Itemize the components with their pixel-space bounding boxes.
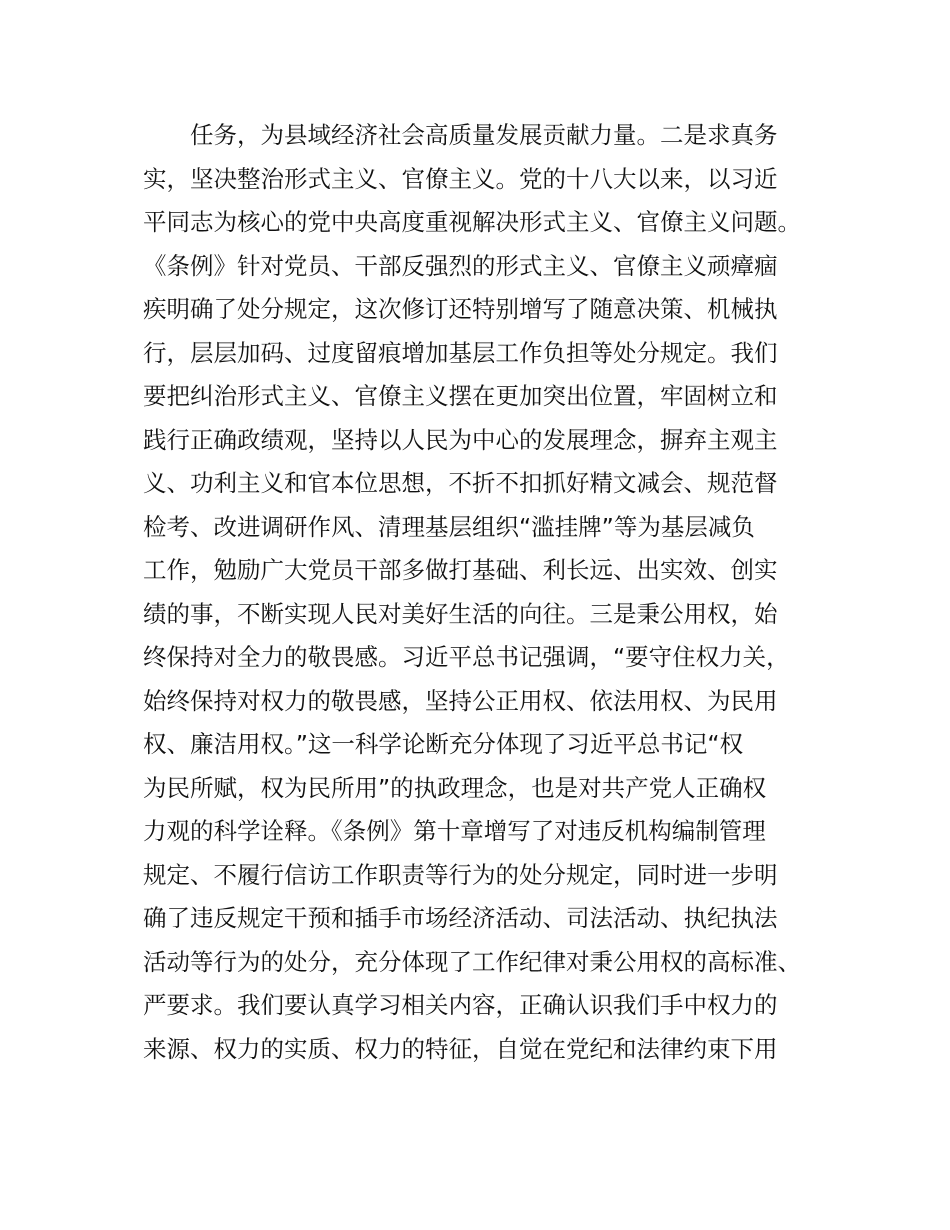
text-line: 权、廉洁用权。”这一科学论断充分体现了习近平总书记“权: [143, 730, 744, 758]
text-line: 工作，勉励广大党员干部多做打基础、利长远、出实效、创实: [143, 556, 778, 584]
body-paragraph: [143, 114, 843, 1071]
text-line: 任务，为县域经济社会高质量发展贡献力量。二是求真务: [190, 121, 778, 149]
text-line: 绩的事，不断实现人民对美好生活的向往。三是秉公用权，始: [143, 599, 778, 628]
text-line: 践行正确政绩观，坚持以人民为中心的发展理念，摒弃主观主: [143, 425, 778, 454]
text-line: 活动等行为的处分，充分体现了工作纪律对秉公用权的高标准、: [143, 947, 801, 976]
text-line: 平同志为核心的党中央高度重视解决形式主义、官僚主义问题。: [143, 208, 801, 236]
text-line: 确了违反规定干预和插手市场经济活动、司法活动、执纪执法: [143, 904, 778, 932]
text-line: 严要求。我们要认真学习相关内容，正确认识我们手中权力的: [143, 991, 778, 1019]
text-line: 为民所赋，权为民所用”的执政理念，也是对共产党人正确权: [143, 773, 767, 802]
text-line: 疾明确了处分规定，这次修订还特别增写了随意决策、机械执: [143, 295, 778, 323]
text-line: 终保持对全力的敬畏感。习近平总书记强调，“要守住权力关，: [143, 643, 790, 671]
text-line: 义、功利主义和官本位思想，不折不扣抓好精文减会、规范督: [143, 469, 778, 497]
text-line: 实，坚决整治形式主义、官僚主义。党的十八大以来，以习近: [143, 164, 778, 193]
text-line: 力观的科学诠释。《条例》第十章增写了对违反机构编制管理: [143, 817, 766, 845]
text-line: 《条例》针对党员、干部反强烈的形式主义、官僚主义顽瘴痼: [143, 251, 778, 280]
text-line: 始终保持对权力的敬畏感，坚持公正用权、依法用权、为民用: [143, 686, 778, 715]
text-line: 检考、改进调研作风、清理基层组织“滥挂牌”等为基层减负: [143, 512, 755, 541]
text-line: 规定、不履行信访工作职责等行为的处分规定，同时进一步明: [143, 860, 778, 889]
text-line: 要把纠治形式主义、官僚主义摆在更加突出位置，牢固树立和: [143, 382, 778, 410]
text-line: 来源、权力的实质、权力的特征，自觉在党纪和法律约束下用: [143, 1034, 778, 1063]
text-line: 行，层层加码、过度留痕增加基层工作负担等处分规定。我们: [143, 338, 778, 367]
